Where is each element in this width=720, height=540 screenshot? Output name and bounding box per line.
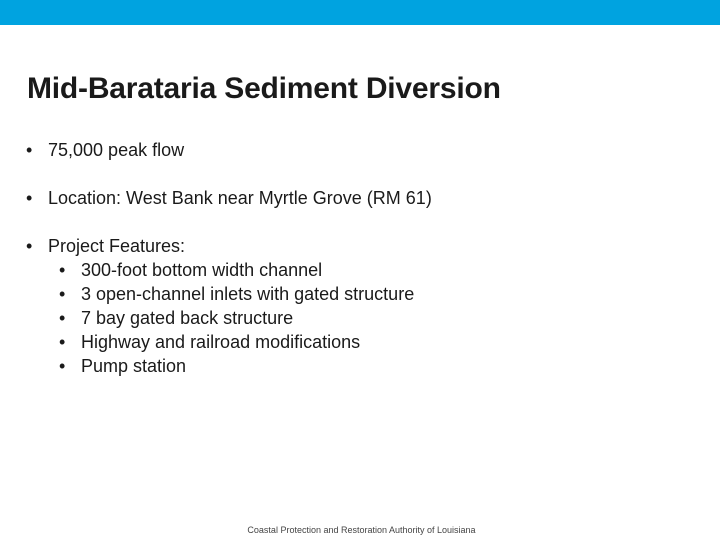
bullet-glyph: •	[59, 356, 66, 376]
bullet-item	[26, 234, 185, 258]
sub-bullet-text: 3 open-channel inlets with gated structure	[81, 284, 415, 304]
bullet-glyph: •	[59, 308, 66, 328]
sub-bullet-text: 7 bay gated back structure	[81, 308, 294, 328]
bullet-glyph: •	[26, 140, 33, 160]
bullet-glyph: •	[26, 236, 33, 256]
sub-bullet-item	[59, 330, 360, 354]
bullet-item	[26, 138, 184, 162]
sub-bullet-text: 300-foot bottom width channel	[81, 260, 323, 280]
bullet-glyph: •	[59, 332, 66, 352]
bullet-item	[26, 186, 432, 210]
bullet-glyph: •	[59, 260, 66, 280]
sub-bullet-item	[59, 306, 293, 330]
sub-bullet-item	[59, 354, 186, 378]
bullet-text: 75,000 peak flow	[48, 140, 185, 160]
bullet-glyph: •	[26, 188, 33, 208]
slide-title: Mid-Barataria Sediment Diversion	[27, 72, 501, 105]
top-accent-bar	[0, 0, 720, 25]
sub-bullet-text: Highway and railroad modifications	[81, 332, 361, 352]
sub-bullet-item	[59, 258, 322, 282]
bullet-text: Location: West Bank near Myrtle Grove (RM 61)	[48, 188, 432, 208]
sub-bullet-item	[59, 282, 414, 306]
slide-footer: Coastal Protection and Restoration Authority of Louisiana	[247, 525, 476, 535]
bullet-glyph: •	[59, 284, 66, 304]
bullet-text: Project Features:	[48, 236, 186, 256]
sub-bullet-text: Pump station	[81, 356, 187, 376]
